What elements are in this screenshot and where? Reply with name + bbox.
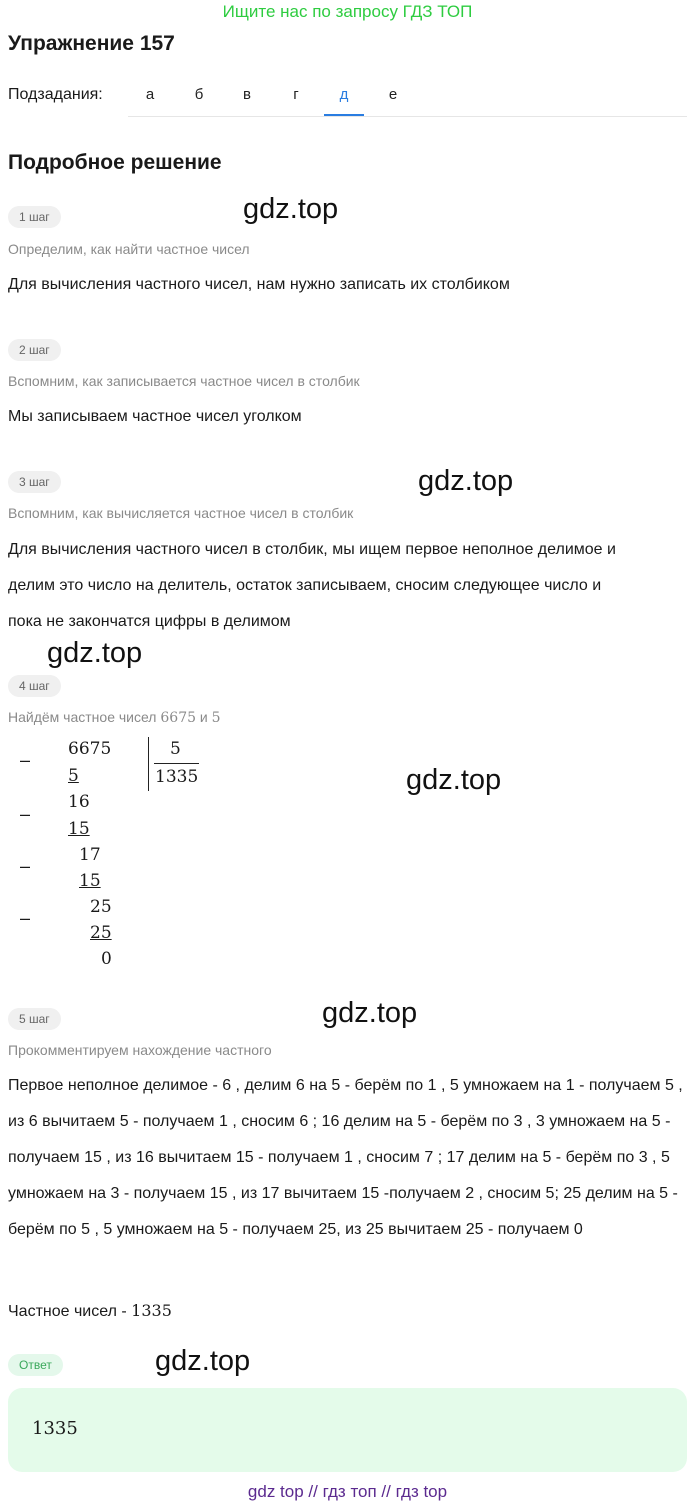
minus-sign: – <box>20 750 31 770</box>
minus-sign: – <box>20 804 31 824</box>
step-text: Первое неполное делимое - 6 , делим 6 на 5 - берём по 1 , 5 умножаем на 1 - получаем 5 , из 6 вычитаем 5 - получаем 1 , сносим 6 ; 16 делим на 5 - берём по 3 , 3 умножаем на 5 - получаем 15 , из 16 вычитаем 15 - получаем 1 , сносим 7 ; 17 делим на 5 - берём по 3 , 5 умножаем на 3 - получаем 15 , из 17 вычитаем 15 -получаем 2 , сносим 5; 25 делим на 5 - берём по 5 , 5 умножаем на 5 - получаем 25, из 25 вычитаем 25 - получаем 0 <box>8 1077 683 1238</box>
step-badge: 2 шаг <box>8 339 61 361</box>
footer-links[interactable]: gdz top // гдз топ // гдз top <box>247 1482 448 1501</box>
tab-g[interactable]: г <box>293 86 299 103</box>
page-title: Упражнение 157 <box>8 32 175 55</box>
division-row: 25 <box>90 923 112 943</box>
step-hint: Вспомним, как вычисляется частное чисел в столбик <box>8 505 354 521</box>
division-row: 16 <box>68 792 90 812</box>
step-badge: 3 шаг <box>8 471 61 493</box>
hint-divisor: 5 <box>211 710 221 726</box>
step-badge: 1 шаг <box>8 206 61 228</box>
watermark: gdz.top <box>47 637 143 669</box>
step-text: Для вычисления частного чисел, нам нужно записать их столбиком <box>8 276 510 293</box>
dividend: 6675 <box>68 739 112 759</box>
hint-prefix: Найдём частное чисел <box>8 709 157 725</box>
division-bar <box>148 737 149 791</box>
active-tab-indicator <box>324 114 364 116</box>
answer-badge: Ответ <box>8 1354 63 1376</box>
search-banner: Ищите нас по запросу ГДЗ ТОП <box>222 2 473 21</box>
tab-b[interactable]: б <box>194 86 204 103</box>
division-row: 5 <box>68 766 79 786</box>
watermark: gdz.top <box>406 764 502 796</box>
answer-value: 1335 <box>32 1418 78 1439</box>
quotient-line <box>154 763 199 764</box>
result-label: Частное чисел - <box>8 1303 127 1320</box>
watermark: gdz.top <box>155 1345 251 1377</box>
result-line <box>8 1301 172 1321</box>
tab-a[interactable]: а <box>145 86 155 103</box>
watermark: gdz.top <box>418 465 514 497</box>
step-text: Мы записываем частное чисел уголком <box>8 408 302 425</box>
tab-v[interactable]: в <box>243 86 251 103</box>
step-hint: Прокомментируем нахождение частного <box>8 1042 272 1058</box>
hint-and: и <box>199 709 208 725</box>
step-badge: 5 шаг <box>8 1008 61 1030</box>
subtasks-label: Подзадания: <box>8 86 103 103</box>
division-row: 25 <box>90 897 112 917</box>
solution-title: Подробное решение <box>8 151 222 174</box>
tab-e[interactable]: е <box>388 86 398 103</box>
division-row: 15 <box>79 871 101 891</box>
divisor: 5 <box>170 739 181 759</box>
quotient: 1335 <box>155 767 199 787</box>
subtasks-tabs <box>128 78 687 117</box>
division-row: 15 <box>68 819 90 839</box>
step-badge: 4 шаг <box>8 675 61 697</box>
division-row: 17 <box>79 845 101 865</box>
hint-dividend: 6675 <box>160 710 197 726</box>
minus-sign: – <box>20 908 31 928</box>
watermark: gdz.top <box>322 997 418 1029</box>
step-hint: Определим, как найти частное чисел <box>8 241 250 257</box>
tab-d[interactable]: д <box>339 86 349 103</box>
step-hint: Вспомним, как записывается частное чисел в столбик <box>8 373 360 389</box>
step-hint <box>8 709 221 726</box>
minus-sign: – <box>20 856 31 876</box>
result-value: 1335 <box>131 1301 172 1320</box>
answer-box <box>8 1388 687 1472</box>
watermark: gdz.top <box>243 193 339 225</box>
step-text: Для вычисления частного чисел в столбик, мы ищем первое неполное делимое и делим это число на делитель, остаток записываем, сносим следующее число и пока не закончатся цифры в делимом <box>8 541 616 630</box>
division-row: 0 <box>101 949 112 969</box>
